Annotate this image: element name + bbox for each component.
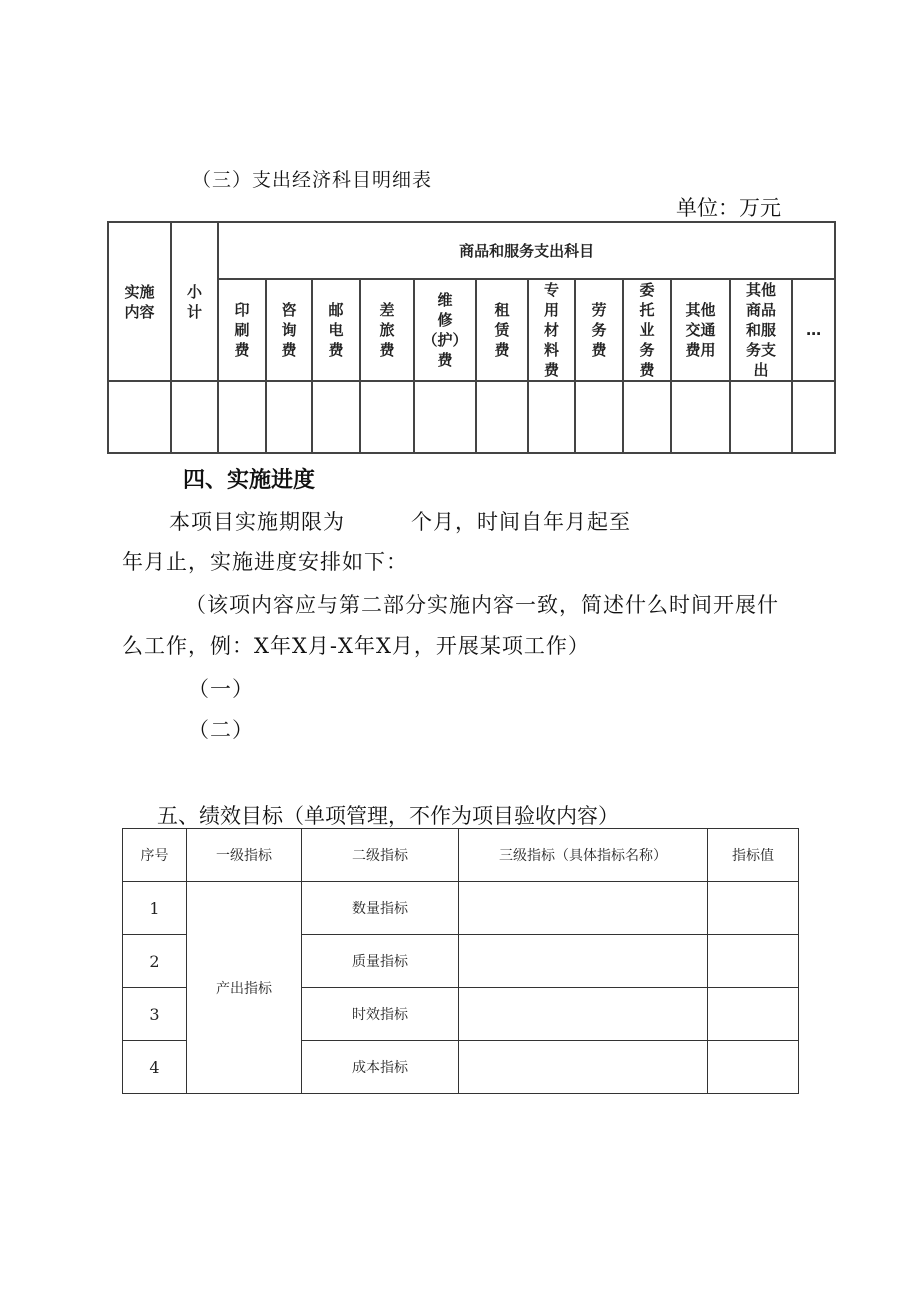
cell-labor[interactable]: [575, 381, 623, 453]
schedule-item-1: （一）: [188, 677, 254, 701]
expense-detail-title: （三）支出经济科目明细表: [192, 169, 433, 191]
performance-table: [122, 828, 799, 1094]
level3-cell[interactable]: [459, 935, 708, 988]
row-number: 2: [123, 935, 187, 988]
value-cell[interactable]: [708, 1041, 799, 1094]
header-goods-services-group: 商品和服务支出科目: [218, 222, 835, 279]
row-number: 3: [123, 988, 187, 1041]
cell-other-goods-services[interactable]: [730, 381, 792, 453]
header-level3: 三级指标（具体指标名称）: [459, 829, 708, 882]
subject-postal-telecom: 邮 电 费: [312, 279, 360, 381]
expense-data-row: [108, 381, 835, 453]
level2-indicator: 数量指标: [302, 882, 459, 935]
level2-indicator: 成本指标: [302, 1041, 459, 1094]
subject-header-row: [108, 279, 835, 381]
schedule-line-2: 年月止，实施进度安排如下：: [122, 550, 408, 574]
header-impl-content: 实施 内容: [108, 222, 171, 381]
header-level1: 一级指标: [187, 829, 302, 882]
subject-ellipsis: …: [792, 279, 835, 381]
subject-labor: 劳 务 费: [575, 279, 623, 381]
cell-subtotal[interactable]: [171, 381, 218, 453]
schedule-note-2: 么工作，例：X年X月-X年X月，开展某项工作）: [122, 634, 590, 658]
expense-subject-table: [107, 221, 836, 454]
cell-consulting[interactable]: [266, 381, 312, 453]
cell-other-transport[interactable]: [671, 381, 730, 453]
subject-commissioned: 委 托 业 务 费: [623, 279, 671, 381]
cell-ellipsis[interactable]: [792, 381, 835, 453]
value-cell[interactable]: [708, 988, 799, 1041]
level2-indicator: 质量指标: [302, 935, 459, 988]
value-cell[interactable]: [708, 882, 799, 935]
table-row: [123, 882, 799, 935]
subject-printing: 印 刷 费: [218, 279, 266, 381]
header-serial: 序号: [123, 829, 187, 882]
cell-impl-content[interactable]: [108, 381, 171, 453]
subject-travel: 差 旅 费: [360, 279, 414, 381]
cell-postal-telecom[interactable]: [312, 381, 360, 453]
subject-maintenance: 维 修 （护） 费: [414, 279, 476, 381]
level1-output-indicator: 产出指标: [187, 882, 302, 1094]
cell-rental[interactable]: [476, 381, 528, 453]
schedule-line-1: 本项目实施期限为 个月，时间自年月起至: [169, 510, 631, 534]
row-number: 1: [123, 882, 187, 935]
cell-maintenance[interactable]: [414, 381, 476, 453]
schedule-item-2: （二）: [188, 718, 254, 742]
cell-special-materials[interactable]: [528, 381, 575, 453]
level3-cell[interactable]: [459, 988, 708, 1041]
subject-special-materials: 专 用 材 料 费: [528, 279, 575, 381]
performance-heading: 五、绩效目标（单项管理，不作为项目验收内容）: [157, 804, 619, 828]
level3-cell[interactable]: [459, 1041, 708, 1094]
cell-printing[interactable]: [218, 381, 266, 453]
unit-label: 单位：万元: [676, 196, 781, 220]
subject-other-transport: 其他 交通 费用: [671, 279, 730, 381]
header-subtotal: 小 计: [171, 222, 218, 381]
subject-rental: 租 赁 费: [476, 279, 528, 381]
header-level2: 二级指标: [302, 829, 459, 882]
level3-cell[interactable]: [459, 882, 708, 935]
performance-header-row: [123, 829, 799, 882]
row-number: 4: [123, 1041, 187, 1094]
subject-other-goods-services: 其他 商品 和服 务支 出: [730, 279, 792, 381]
header-value: 指标值: [708, 829, 799, 882]
level2-indicator: 时效指标: [302, 988, 459, 1041]
value-cell[interactable]: [708, 935, 799, 988]
cell-commissioned[interactable]: [623, 381, 671, 453]
schedule-note-1: （该项内容应与第二部分实施内容一致，简述什么时间开展什: [185, 593, 779, 617]
subject-consulting: 咨 询 费: [266, 279, 312, 381]
cell-travel[interactable]: [360, 381, 414, 453]
schedule-heading: 四、实施进度: [183, 468, 316, 493]
